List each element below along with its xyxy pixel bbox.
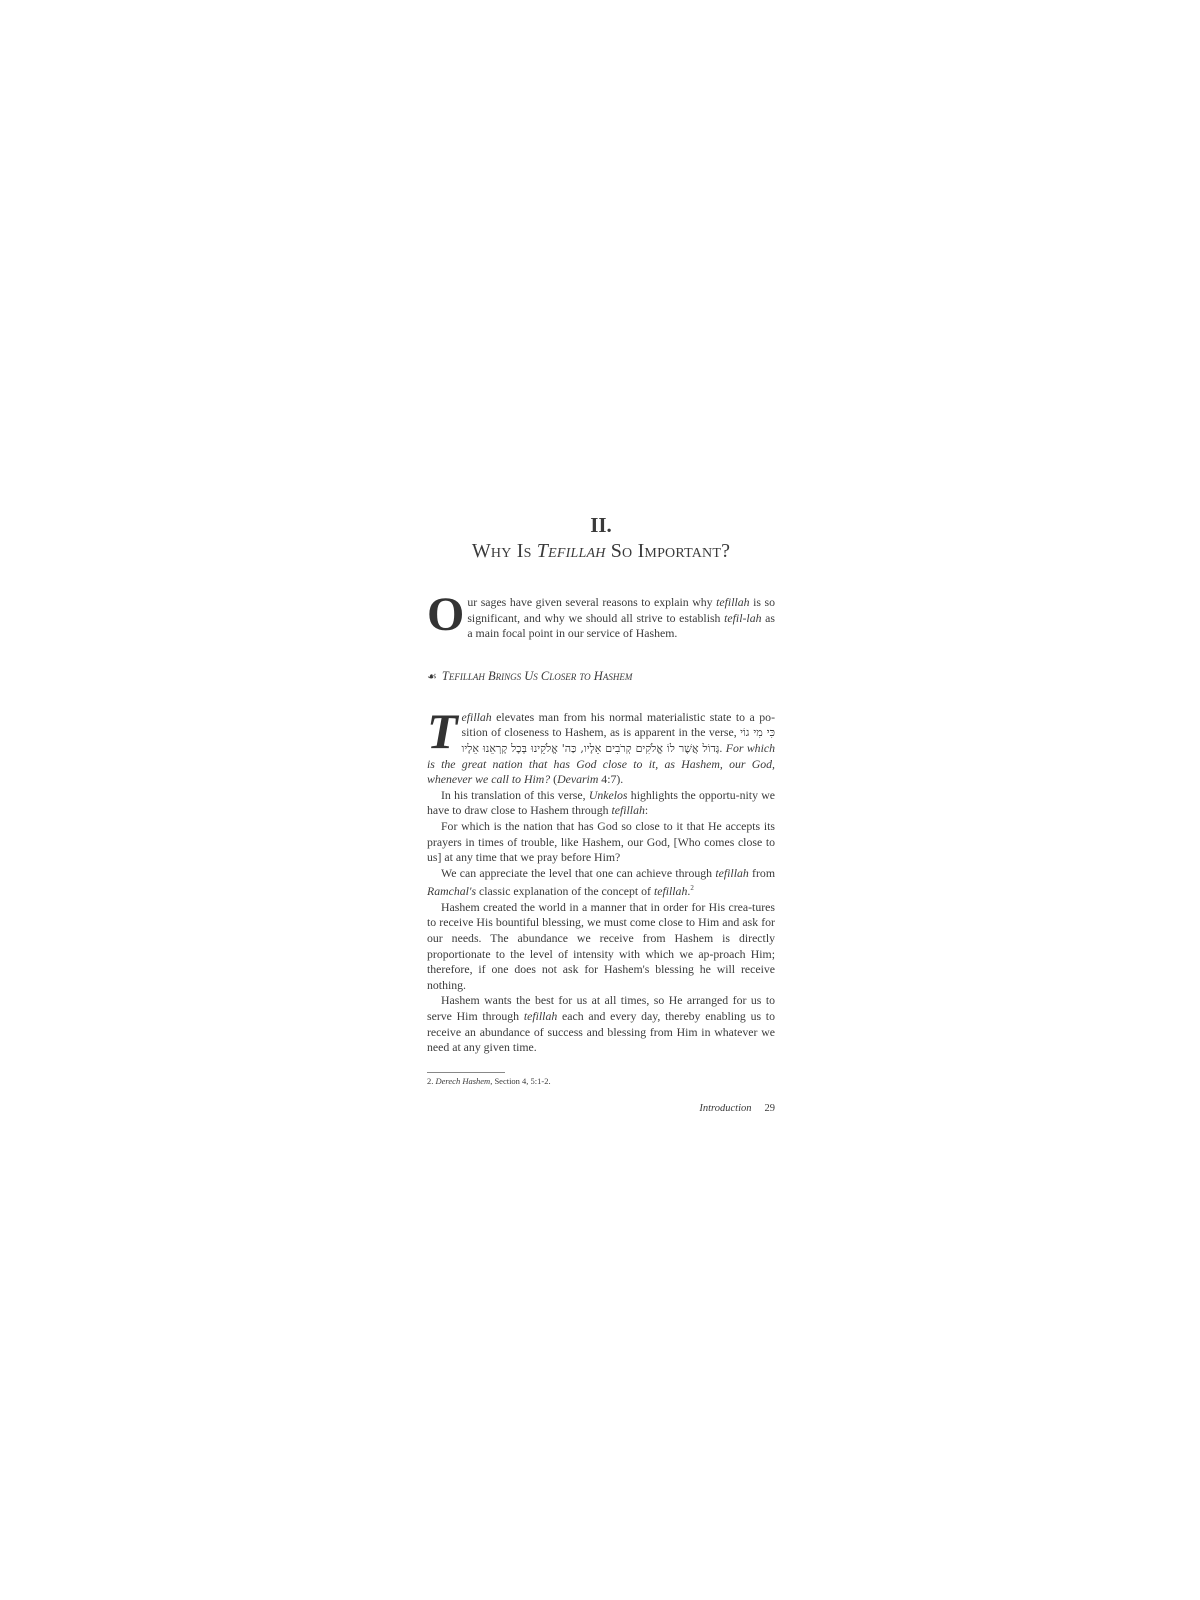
body-emphasis: Unkelos [588, 787, 628, 802]
fleuron-icon: ☙ [427, 670, 437, 683]
body-text: We can appreciate the level that one can achieve through [441, 865, 716, 880]
drop-cap: O [427, 588, 465, 641]
chapter-title-emphasis: Tefillah [536, 540, 606, 562]
body-text: Hashem wants the best for us at all times, so He arranged for us to serve Him through [427, 993, 775, 1023]
body-text: . [687, 884, 691, 899]
body-text: 4:7). [598, 772, 624, 787]
verse-translation: For which is the great nation that has God close to it, as Hashem, our God, whenever we call to Him? [427, 740, 775, 787]
footnote-text: , Section 4, 5:1-2. [490, 1075, 551, 1086]
chapter-title-post: So Important? [605, 540, 731, 562]
body-paragraph-4 [427, 866, 775, 900]
body-paragraph-1 [427, 702, 775, 788]
body-emphasis: tefillah [611, 803, 645, 818]
drop-cap: T [427, 702, 458, 759]
chapter-title-pre: Why Is [471, 540, 537, 562]
hebrew-verse: כִּי מִי גוֹי גָּדוֹל אֲשֶׁר לוֹ אֱלֹקִים קְרֹבִים אֵלָיו, כַּה' אֱלֹקֵינוּ בְּכָל קָרְאֵנוּ אֵלָיו [461, 726, 775, 755]
body-text: : [644, 803, 649, 818]
body-emphasis: tefillah [715, 865, 749, 880]
intro-emphasis: tefillah [716, 595, 750, 609]
page-content [427, 513, 775, 1114]
body-text: elevates man from his normal materialistic state to a po-sition of closeness to Hashem, as is apparent in the verse, [461, 709, 775, 740]
body-text: each and every day, thereby enabling us to receive an abundance of success and blessing from Him in whatever we need at any given time. [427, 1008, 775, 1055]
intro-emphasis: tefil-lah [724, 610, 762, 625]
footnote-source: Derech Hashem [435, 1075, 491, 1086]
section-body [427, 702, 776, 1056]
body-emphasis: Ramchal's [427, 884, 477, 899]
intro-text: is so significant, and why we should all strive to establish [467, 595, 775, 625]
body-text: classic explanation of the concept of [476, 884, 654, 899]
intro-paragraph [427, 588, 775, 642]
body-text: from [748, 865, 775, 880]
footnote-divider [427, 1072, 505, 1073]
intro-text: ur sages have given several reasons to explain why [467, 595, 717, 609]
body-paragraph-3: For which is the nation that has God so close to it that He accepts its prayers in times of trouble, like Hashem, our God, [Who comes close to us] at any time that we pray before Him? [427, 818, 775, 865]
citation-book: Devarim [557, 772, 599, 787]
chapter-number: II. [590, 513, 612, 537]
body-text: . [719, 740, 726, 755]
intro-text: as a main focal point in our service of Hashem. [467, 610, 775, 641]
body-paragraph-2 [427, 788, 775, 819]
section-heading-text: Tefillah Brings Us Closer to Hashem [441, 668, 633, 683]
body-text: ( [550, 772, 558, 787]
page-number: 29 [764, 1102, 775, 1114]
footnote-marker[interactable]: 2 [690, 884, 694, 893]
body-text: In his translation of this verse, [441, 787, 589, 802]
body-emphasis: tefillah [653, 884, 688, 899]
section-heading [427, 669, 775, 684]
body-emphasis: efillah [461, 709, 492, 724]
chapter-title [427, 538, 775, 564]
body-emphasis: tefillah [523, 1008, 558, 1023]
body-text: highlights the opportu-nity we have to draw close to Hashem through [427, 787, 776, 818]
footnote [427, 1076, 775, 1087]
body-paragraph-5: Hashem created the world in a manner that in order for His crea-tures to receive His bountiful blessing, we must come close to Him and ask for our needs. The abundance we receive from Hashem is directly proportionate to the level of intensity with which we ap-proach Him; therefore, if one does not ask for Hashem's blessing he will receive nothing. [427, 899, 775, 992]
footnote-number: 2. [427, 1075, 436, 1086]
footer-section-name: Introduction [699, 1102, 752, 1114]
body-paragraph-6 [427, 993, 775, 1055]
running-footer [427, 1103, 775, 1114]
